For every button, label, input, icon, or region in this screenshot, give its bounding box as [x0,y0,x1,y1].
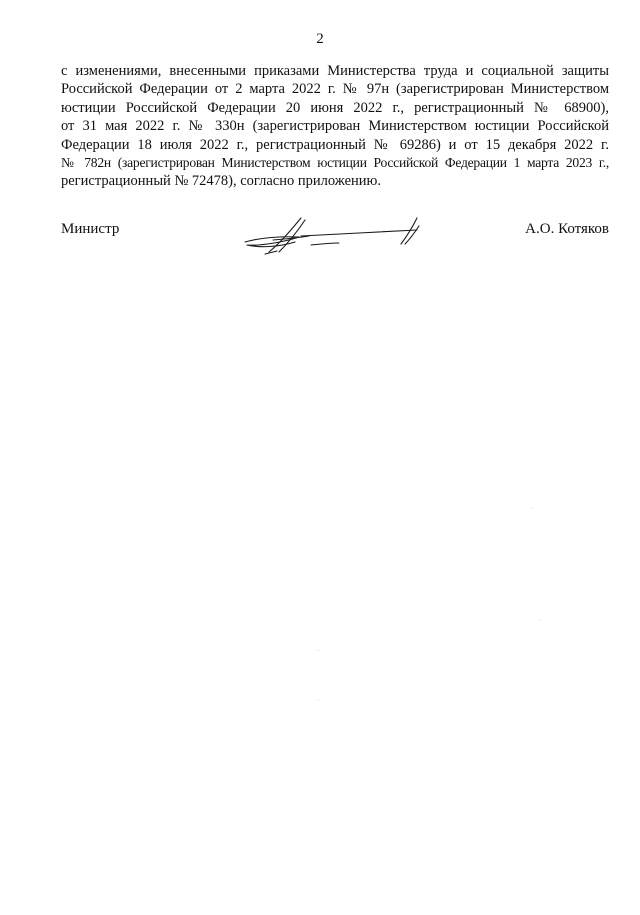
scan-speck [540,620,541,621]
body-line-2: Российской Федерации от 2 марта 2022 г. № 97н (зарегистрирован Министерством [61,81,609,98]
signer-name: А.О. Котяков [525,221,609,237]
body-paragraph [61,62,609,191]
signer-title: Министр [61,221,120,237]
scan-speck [531,508,532,509]
signature-block [61,218,609,258]
handwritten-signature [239,212,429,258]
body-line-3: юстиции Российской Федерации 20 июня 2022 г., регистрационный № 68900), [61,99,609,116]
body-line-1: с изменениями, внесенными приказами Министерства труда и социальной защиты [61,63,609,79]
body-line-4: от 31 мая 2022 г. № 330н (зарегистрирован Министерством юстиции Российской [61,118,609,135]
body-line-7: регистрационный № 72478), согласно приложению. [61,173,382,190]
page-number: 2 [316,31,324,47]
body-line-5: Федерации 18 июля 2022 г., регистрационный № 69286) и от 15 декабря 2022 г. [61,136,609,153]
scan-speck [318,700,319,701]
scan-speck [318,650,319,651]
body-line-6: № 782н (зарегистрирован Министерством юстиции Российской Федерации 1 марта 2023 г., [61,154,609,170]
